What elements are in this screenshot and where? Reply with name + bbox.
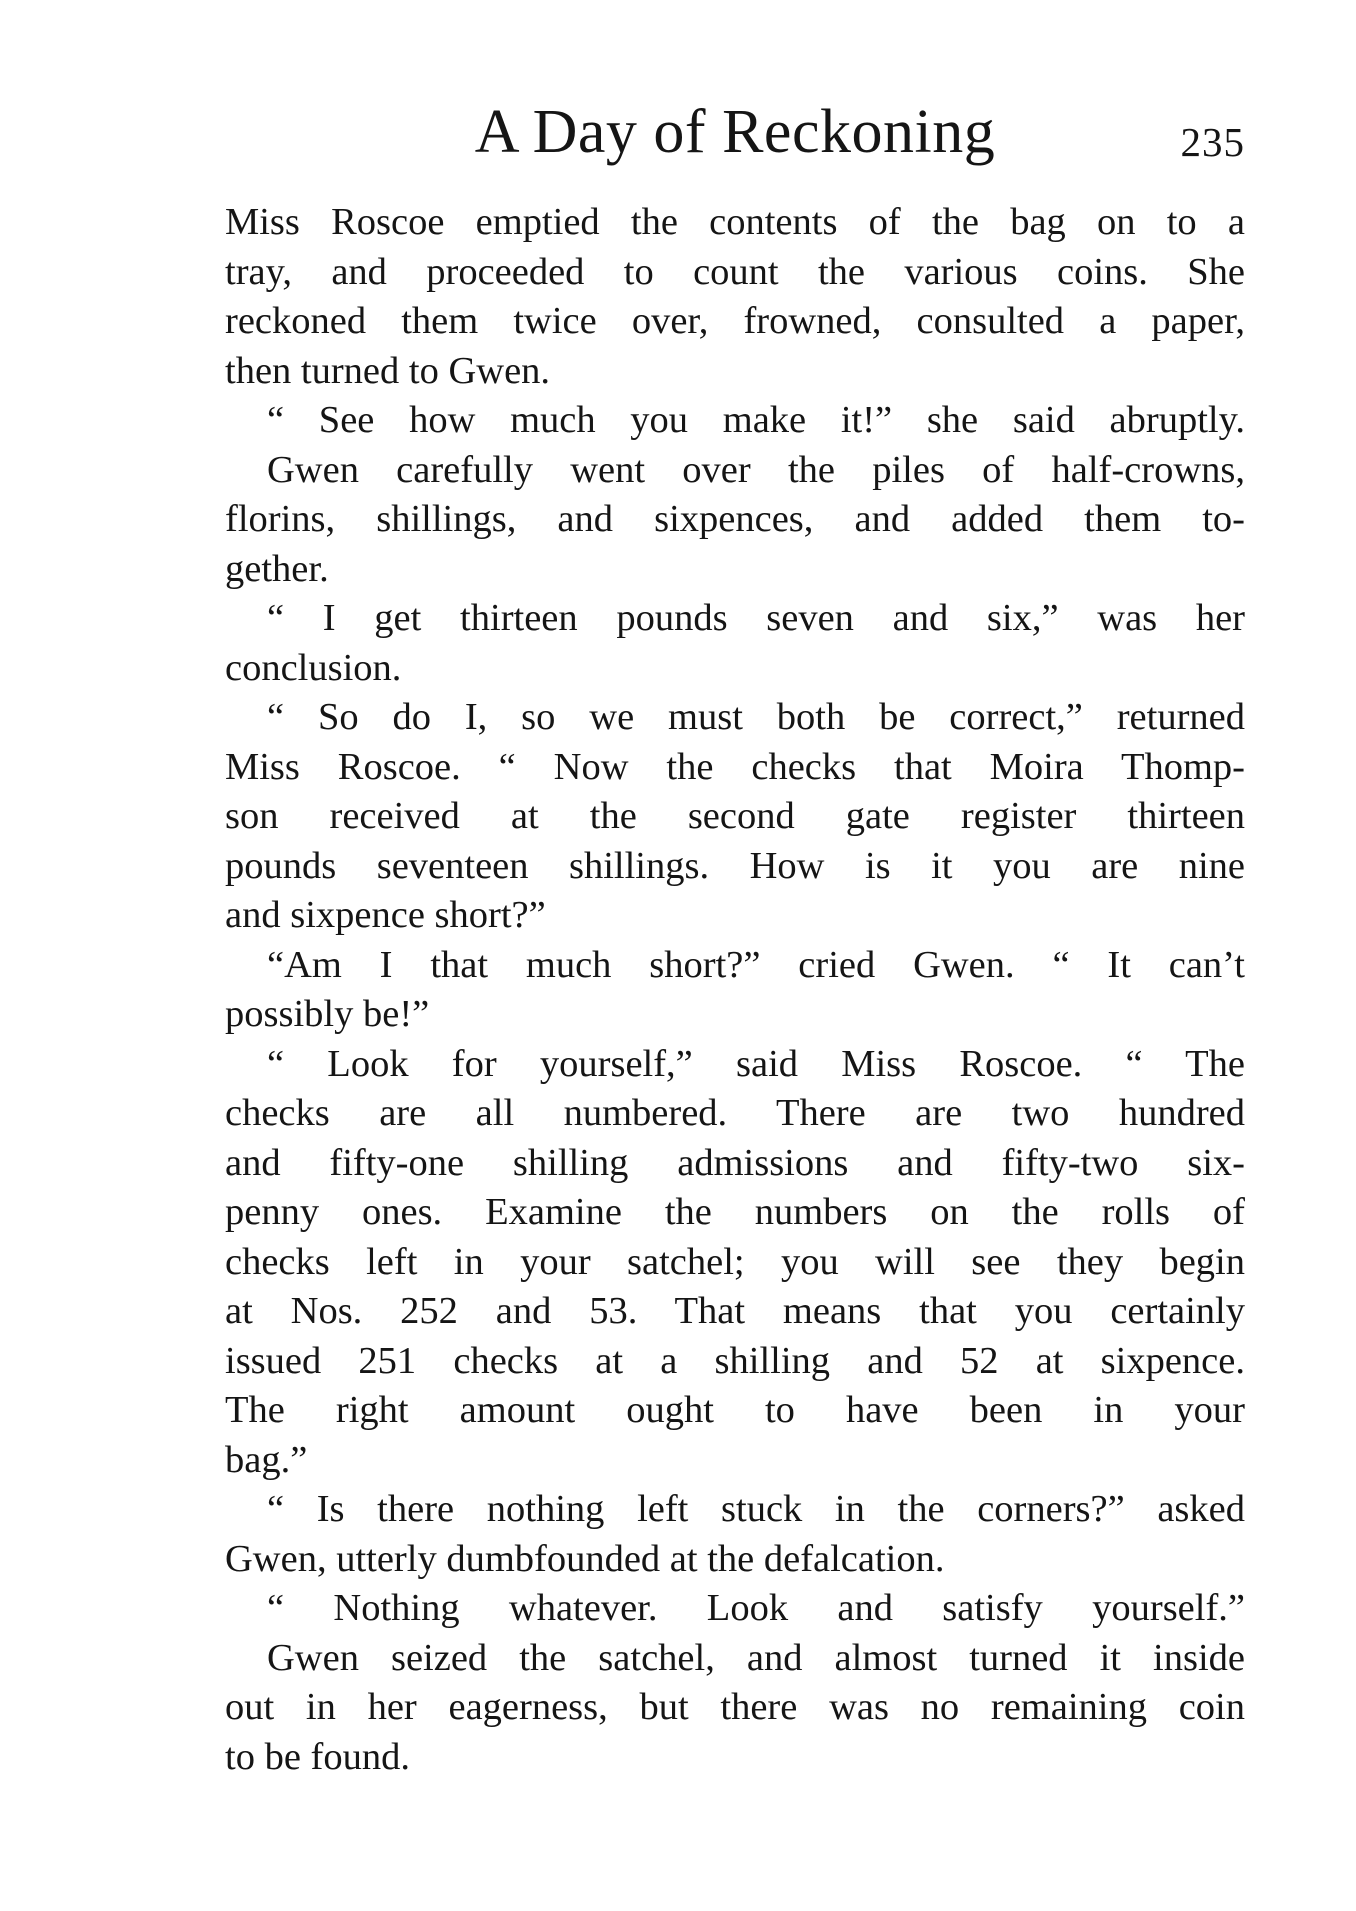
text-line: “ Look for yourself,” said Miss Roscoe. “ The xyxy=(267,1042,1245,1085)
chapter-title: A Day of Reckoning xyxy=(474,98,996,166)
text-line: and sixpence short?” xyxy=(225,894,546,936)
text-line: “Am I that much short?” cried Gwen. “ It can’t xyxy=(267,943,1245,986)
text-line: “ See how much you make it!” she said abruptly. xyxy=(267,399,1245,441)
body-text xyxy=(225,198,1245,1782)
text-line: possibly be!” xyxy=(225,993,430,1035)
text-line: florins, shillings, and sixpences, and added them to- xyxy=(225,498,1245,540)
text-line: “ Is there nothing left stuck in the corners?” asked xyxy=(267,1488,1245,1530)
text-line: out in her eagerness, but there was no remaining coin xyxy=(225,1686,1245,1728)
text-line: “ So do I, so we must both be correct,” returned xyxy=(267,696,1245,738)
text-line: bag.” xyxy=(225,1438,308,1481)
running-head xyxy=(225,92,1245,182)
text-line: “ I get thirteen pounds seven and six,” was her xyxy=(267,597,1245,639)
text-line: son received at the second gate register thirteen xyxy=(225,795,1245,837)
text-line: tray, and proceeded to count the various coins. She xyxy=(225,250,1245,293)
text-line: conclusion. xyxy=(225,646,402,689)
text-line: Gwen carefully went over the piles of half-crowns, xyxy=(267,448,1245,491)
text-line: “ Nothing whatever. Look and satisfy yourself.” xyxy=(267,1587,1245,1629)
text-line: at Nos. 252 and 53. That means that you certainly xyxy=(225,1290,1245,1332)
text-line: checks are all numbered. There are two hundred xyxy=(225,1092,1245,1134)
text-line: Miss Roscoe. “ Now the checks that Moira Thomp- xyxy=(225,745,1245,788)
page-number: 235 xyxy=(1180,119,1245,165)
text-line: Gwen seized the satchel, and almost turned it inside xyxy=(267,1636,1245,1679)
text-line: checks left in your satchel; you will see they begin xyxy=(225,1240,1245,1283)
text-line: pounds seventeen shillings. How is it you are nine xyxy=(225,844,1245,887)
text-line: then turned to Gwen. xyxy=(225,349,551,392)
text-line: penny ones. Examine the numbers on the rolls of xyxy=(225,1191,1245,1233)
text-line: reckoned them twice over, frowned, consulted a paper, xyxy=(225,300,1245,342)
text-line: issued 251 checks at a shilling and 52 at sixpence. xyxy=(225,1339,1245,1382)
text-line: Gwen, utterly dumbfounded at the defalcation. xyxy=(225,1537,945,1580)
text-line: gether. xyxy=(225,547,329,590)
text-line: and fifty-one shilling admissions and fifty-two six- xyxy=(225,1141,1245,1184)
text-line: to be found. xyxy=(225,1735,410,1778)
text-line: The right amount ought to have been in your xyxy=(225,1389,1245,1431)
text-line: Miss Roscoe emptied the contents of the bag on to a xyxy=(225,201,1245,243)
